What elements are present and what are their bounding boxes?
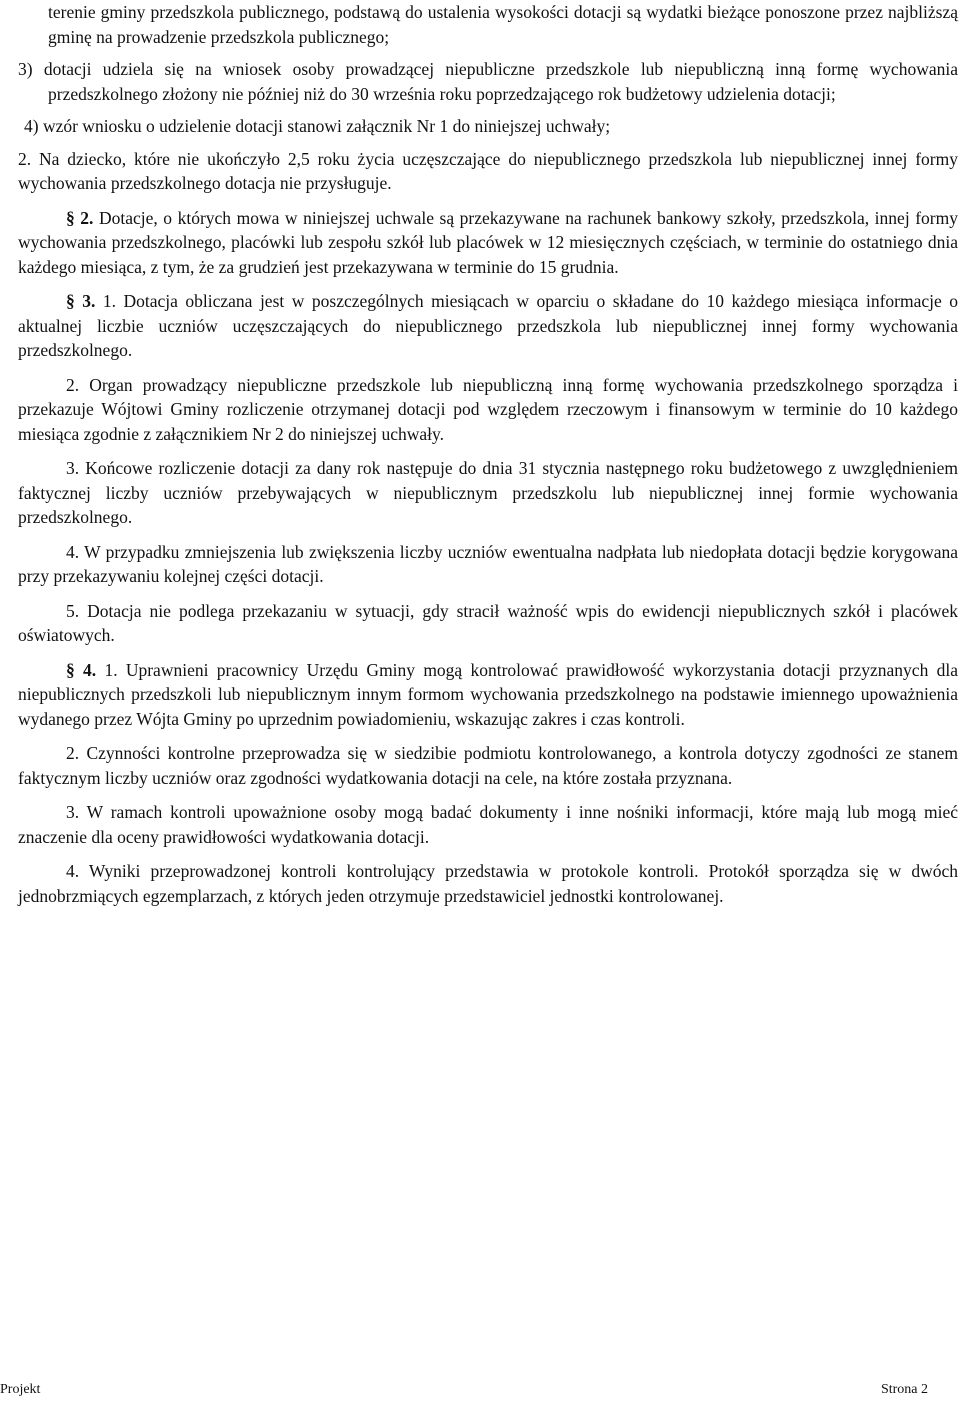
list-item-3: 3) dotacji udziela się na wniosek osoby prowadzącej niepubliczne przedszkole lub niepubliczną inną formę wychowania przedszkolnego złożony nie później niż do 30 września roku poprzedzającego rok budżetowy udzielenia dotacji; [18,59,958,104]
section-marker: § 3. [66,291,96,311]
paragraph-section4-point3: 3. W ramach kontroli upoważnione osoby mogą badać dokumenty i inne nośniki informacji, które mają lub mogą mieć znaczenie dla oceny prawidłowości wydatkowania dotacji. [18,802,958,847]
section-marker: § 2. [66,207,94,228]
paragraph-section3-point3: 3. Końcowe rozliczenie dotacji za dany rok następuje do dnia 31 stycznia następnego roku budżetowego z uwzględnieniem faktycznej liczby uczniów przebywających w niepublicznym przedszkolu lub niepublicznej innej formie wychowania przedszkolnego. [18,458,958,527]
paragraph-section-4: § 4. 1. Uprawnieni pracownicy Urzędu Gminy mogą kontrolować prawidłowość wykorzystania dotacji przyznanych dla niepublicznych przedszkoli lub niepublicznym innym formom wychowania przedszkolnego na podstawie imiennego upoważnienia wydanego przez Wójta Gminy po uprzednim powiadomieniu, wskazując zakres i czas kontroli. [18,659,958,729]
paragraph-section3-point5: 5. Dotacja nie podlega przekazaniu w sytuacji, gdy stracił ważność wpis do ewidencji niepublicznych szkół i placówek oświatowych. [18,600,958,645]
footer-project-label: Projekt [0,1382,41,1397]
document-body [18,0,958,908]
paragraph-section1-point2: 2. Na dziecko, które nie ukończyło 2,5 roku życia uczęszczające do niepublicznego przedszkola lub niepublicznej innej formy wychowania przedszkolnego dotacja nie przysługuje. [18,148,958,193]
paragraph-section3-point2: 2. Organ prowadzący niepubliczne przedszkole lub niepubliczną inną formę wychowania przedszkolnego sporządza i przekazuje Wójtowi Gminy rozliczenie otrzymanej dotacji pod względem rzeczowym i finansowym w terminie do 10 każdego miesiąca zgodnie z załącznikiem Nr 2 do niniejszej uchwały. [18,374,958,444]
paragraph-section-3: § 3. 1. Dotacja obliczana jest w poszczególnych miesiącach w oparciu o składane do 10 każdego miesiąca informacje o aktualnej liczbie uczniów uczęszczających do niepublicznego przedszkola lub niepublicznej innej formy wychowania przedszkolnego. [18,291,958,360]
paragraph-section4-point4: 4. Wyniki przeprowadzonej kontroli kontrolujący przedstawia w protokole kontroli. Protokół sporządza się w dwóch jednobrzmiących egzemplarzach, z których jeden otrzymuje przedstawiciel jednostki kontrolowanej. [18,861,958,906]
section-marker: § 4. [66,659,97,680]
list-item-4: 4) wzór wniosku o udzielenie dotacji stanowi załącznik Nr 1 do niniejszej uchwały; [24,116,611,136]
paragraph-section3-point4: 4. W przypadku zmniejszenia lub zwiększenia liczby uczniów ewentualna nadpłata lub niedopłata dotacji będzie korygowana przy przekazywaniu kolejnej części dotacji. [18,541,958,586]
paragraph-continuation: terenie gminy przedszkola publicznego, podstawą do ustalenia wysokości dotacji są wydatki bieżące ponoszone przez najbliższą gminę na prowadzenie przedszkola publicznego; [48,2,958,47]
paragraph-section4-point2: 2. Czynności kontrolne przeprowadza się w siedzibie podmiotu kontrolowanego, a kontrola dotyczy zgodności ze stanem faktycznym liczby uczniów oraz zgodności wydatkowania dotacji na cele, na które została przyznana. [18,743,958,788]
footer-page-number: Strona 2 [880,1382,928,1397]
paragraph-section-2: § 2. Dotacje, o których mowa w niniejszej uchwale są przekazywane na rachunek bankowy szkoły, przedszkola, innej formy wychowania przedszkolnego, placówki lub zespołu szkół lub placówek w 12 miesięcznych częściach, w terminie do ostatniego dnia każdego miesiąca, z tym, że za grudzień jest przekazywana w terminie do 15 grudnia. [18,207,958,277]
